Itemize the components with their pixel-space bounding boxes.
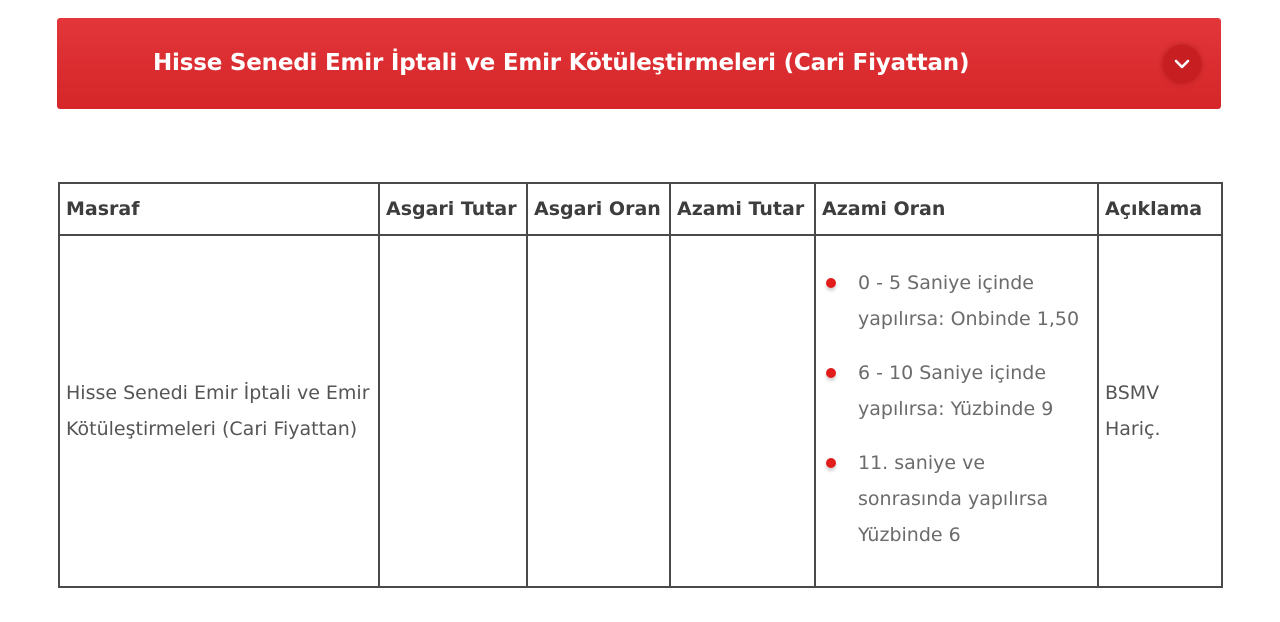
column-header-aciklama: Açıklama (1098, 183, 1222, 235)
chevron-down-icon (1174, 58, 1190, 70)
rate-text: 6 - 10 Saniye içinde yapılırsa: Yüzbinde 9 (858, 362, 1054, 420)
cell-aciklama: BSMV Hariç. (1098, 235, 1222, 587)
cell-masraf: Hisse Senedi Emir İptali ve Emir Kötüleştirmeleri (Cari Fiyattan) (59, 235, 379, 587)
bullet-icon (826, 278, 836, 288)
list-item (822, 265, 1091, 337)
bullet-icon (826, 368, 836, 378)
list-item (822, 355, 1091, 427)
accordion-title: Hisse Senedi Emir İptali ve Emir Kötüleştirmeleri (Cari Fiyattan) (153, 50, 970, 76)
fee-table (58, 182, 1223, 588)
column-header-asgari-tutar: Asgari Tutar (379, 183, 527, 235)
rate-text: 0 - 5 Saniye içinde yapılırsa: Onbinde 1,50 (858, 272, 1080, 330)
column-header-azami-tutar: Azami Tutar (670, 183, 815, 235)
rate-list (822, 265, 1091, 553)
accordion-toggle-button[interactable] (1163, 45, 1201, 83)
cell-azami-oran (815, 235, 1098, 587)
bullet-icon (826, 458, 836, 468)
column-header-asgari-oran: Asgari Oran (527, 183, 670, 235)
rate-text: 11. saniye ve sonrasında yapılırsa Yüzbinde 6 (858, 452, 1049, 546)
column-header-masraf: Masraf (59, 183, 379, 235)
table-header-row (59, 183, 1222, 235)
cell-asgari-oran (527, 235, 670, 587)
column-header-azami-oran: Azami Oran (815, 183, 1098, 235)
cell-asgari-tutar (379, 235, 527, 587)
table-row (59, 235, 1222, 587)
accordion-header[interactable] (57, 18, 1221, 109)
cell-azami-tutar (670, 235, 815, 587)
list-item (822, 445, 1091, 553)
